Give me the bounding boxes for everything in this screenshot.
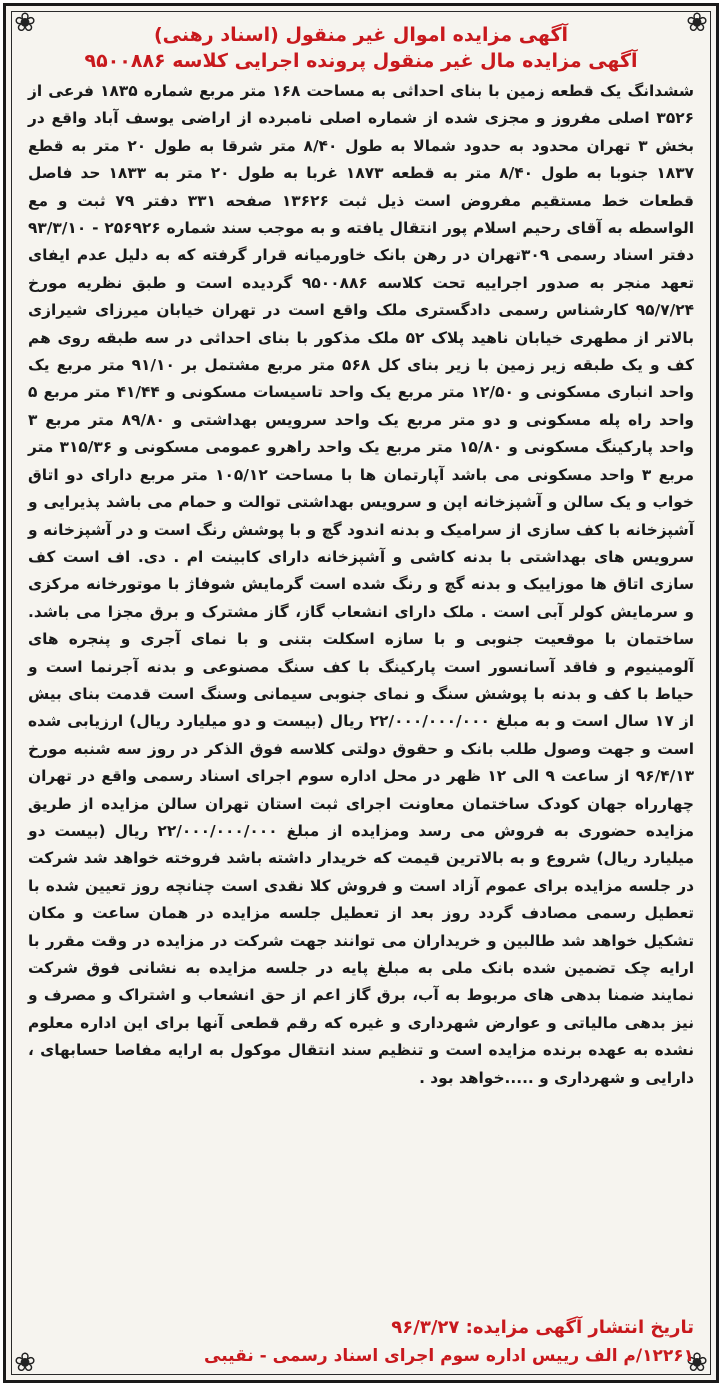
corner-ornament-icon: ❀ [686,8,708,38]
ad-content [28,22,694,1340]
ad-frame [3,3,719,1383]
corner-ornament-icon: ❀ [686,1348,708,1378]
ad-footer [28,1314,694,1370]
ad-title-line-2: آگهی مزایده مال غیر منقول پرونده اجرایی کلاسه ۹۵۰۰۸۸۶ [84,50,638,72]
corner-ornament-icon: ❀ [14,1348,36,1378]
ad-body-text: ششدانگ یک قطعه زمین با بنای احداثی به مساحت ۱۶۸ متر مربع شماره ۱۸۳۵ فرعی از ۳۵۲۶ اصلی مفروز و مجزی شده از شماره اصلی نامبرده از اراضی یوسف آباد واقع در بخش ۳ تهران محدود به حدود شمالا به طول ۸/۴۰ متر شرقا به طول ۲۰ متر به قطع ۱۸۳۷ جنوبا به طول ۸/۴۰ متر به قطعه ۱۸۷۳ غربا به طول ۲۰ متر به ۱۸۳۳ حد فاصل قطعات خط مستقیم مفروض است ذیل ثبت ۱۳۶۲۶ صفحه ۳۳۱ دفتر ۷۹ ثبت و مع الواسطه به آقای رحیم اسلام پور انتقال یافته و به موجب سند شماره ۲۵۶۹۲۶ - ۹۳/۳/۱۰ دفتر اسناد رسمی ۳۰۹تهران در رهن بانک خاورمیانه قرار گرفته که به دلیل عدم ایفای تعهد منجر به صدور اجراییه تحت کلاسه ۹۵۰۰۸۸۶ گردیده است و طبق نظریه مورخ ۹۵/۷/۲۴ کارشناس رسمی دادگستری ملک واقع است در تهران خیابان میرزای شیرازی بالاتر از مطهری خیابان ناهید پلاک ۵۲ ملک مذکور با بنای احداثی در سه طبقه روی هم کف و یک طبقه زیر زمین با زیر بنای کل ۵۶۸ متر مربع مشتمل بر ۹۱/۱۰ متر مربع یک واحد انباری مسکونی و ۱۲/۵۰ متر مربع یک واحد تاسیسات مسکونی و ۴۱/۴۴ متر مربع ۵ واحد راه پله مسکونی و دو متر مربع یک واحد سرویس بهداشتی و ۸۹/۸۰ متر مربع ۳ واحد پارکینگ مسکونی و ۱۵/۸۰ متر مربع یک واحد راهرو عمومی مسکونی و ۳۱۵/۳۶ متر مربع ۳ واحد مسکونی می باشد آپارتمان ها با مساحت ۱۰۵/۱۲ متر مربع دارای دو اتاق خواب و یک سالن و آشپزخانه اپن و سرویس بهداشتی توالت و حمام می باشد پذیرایی و آشپزخانه با کف سازی از سرامیک و بدنه اندود گچ و با پوشش رنگ است و در آشپزخانه و سرویس های بهداشتی با بدنه کاشی و آشپزخانه دارای کابینت ام . دی. اف است کف سازی اتاق ها موزاییک و بدنه گچ و رنگ شده است گرمایش شوفاژ با موتورخانه مرکزی و سرمایش کولر آبی است . ملک دارای انشعاب گاز، گاز مشترک و برق مجزا می باشد. ساختمان با موقعیت جنوبی و با سازه اسکلت بتنی و با نمای آجری و پنجره های آلومینیوم و فاقد آسانسور است پارکینگ با کف سنگ مصنوعی و بدنه آجرنما است و حیاط با کف و بدنه با پوشش سنگ و نمای جنوبی سیمانی وسنگ است قدمت بنای بیش از ۱۷ سال است و به مبلغ ۲۲/۰۰۰/۰۰۰/۰۰۰ ریال (بیست و دو میلیارد ریال) ارزیابی شده است و جهت وصول طلب بانک و حقوق دولتی کلاسه فوق الذکر در روز سه شنبه مورخ ۹۶/۴/۱۳ از ساعت ۹ الی ۱۲ ظهر در محل اداره سوم اجرای اسناد رسمی واقع در تهران چهارراه جهان کودک ساختمان معاونت اجرای ثبت استان تهران سالن مزایده از طریق مزایده حضوری به فروش می رسد ومزایده از مبلغ ۲۲/۰۰۰/۰۰۰/۰۰۰ ریال (بیست دو میلیارد ریال) شروع و به بالاترین قیمت که خریدار داشته باشد فروخته خواهد شد شرکت در جلسه مزایده برای عموم آزاد است و فروش کلا نقدی است چنانچه روز تعیین شده با تعطیل رسمی مصادف گردد روز بعد از تعطیل جلسه مزایده در همان ساعت و مکان تشکیل خواهد شد طالبین و خریداران می توانند جهت شرکت در مزایده در وقت مقرر با ارایه چک تضمین شده بانک ملی به مبلغ پایه در جلسه مزایده به نشانی فوق شرکت نمایند ضمنا بدهی های مربوط به آب، برق گاز اعم از حق انشعاب و اشتراک و مصرف و نیز بدهی مالیاتی و عوارض شهرداری و غیره که رقم قطعی آنها برای این اداره معلوم نشده به عهده برنده مزایده است و تنظیم سند انتقال موکول به ارایه مفاصا حسابهای ، دارایی و شهرداری و .....خواهد بود . [28,82,695,1087]
publish-date: تاریخ انتشار آگهی مزایده: ۹۶/۳/۲۷ [391,1317,694,1338]
signer-line: ۱۲۲۶۱/م الف رییس اداره سوم اجرای اسناد رسمی - نقیبی [204,1346,694,1366]
ad-title-line-1: آگهی مزایده اموال غیر منقول (اسناد رهنی) [153,24,569,46]
corner-ornament-icon: ❀ [14,8,36,38]
